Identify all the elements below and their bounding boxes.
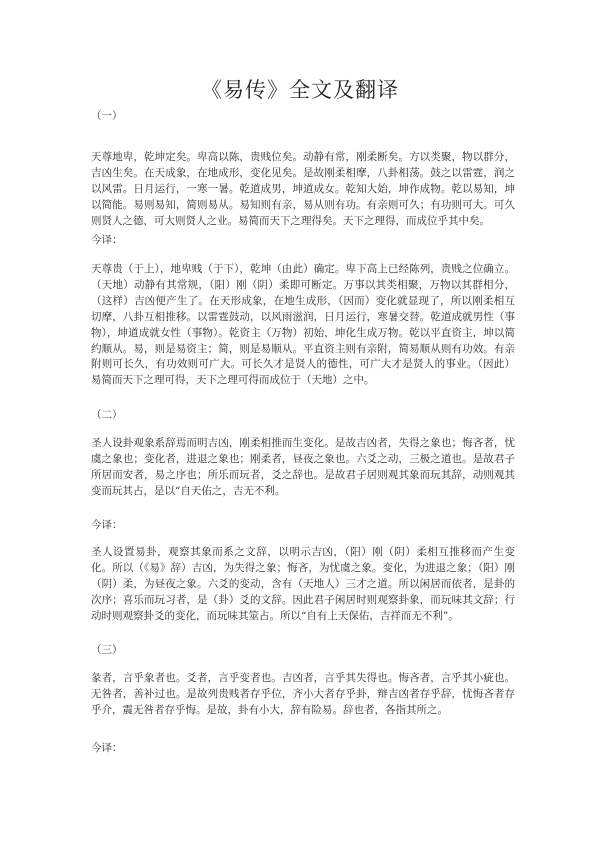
section-1-number: （一） [91,110,123,122]
section-3-translation-label: 今译： [91,742,123,754]
document-title: 《易传》全文及翻译 [201,78,399,102]
section-3-number: （三） [91,644,123,656]
section-1-original-text: 天尊地卑，乾坤定矣。卑高以陈，贵贱位矣。动静有常，刚柔断矣。方以类聚，物以群分，吉凶生矣。在天成象，在地成形，变化见矣。是故刚柔相摩，八卦相荡。鼓之以雷霆，润之以风雷。日月运行，一寒一暑。乾道成男，坤道成女。乾知大始，坤作成物。乾以易知，坤以简能。易则易知，简则易从。易知则有亲，易从则有功。有亲则可久；有功则可大。可久则贤人之德，可大则贤人之业。易简而天下之理得矣。天下之理得，而成位乎其中矣。 [91,151,515,227]
section-2-translation-text: 圣人设置易卦，观察其象而系之文辞，以明示吉凶，（阳）刚（阴）柔相互推移而产生变化。所以（《易》辞）吉凶，为失得之象；悔吝，为忧虞之象。变化，为进退之象；（阳）刚（阴）柔，为昼夜之象。六爻的变动，含有（天地人）三才之道。所以闲居而依者，是卦的次序；喜乐而玩习者，是（卦）爻的文辞。因此君子闲居时则观察卦象，而玩味其文辞；行动时则观察卦爻的变化，而玩味其筮占。所以“自有上天保佑，吉祥而无不利”。 [91,546,515,622]
section-3-original-text: 彖者，言乎象者也。爻者，言乎变者也。吉凶者，言乎其失得也。悔吝者，言乎其小疵也。无咎者，善补过也。是故列贵贱者存乎位，齐小大者存乎卦，辩吉凶者存乎辞，忧悔吝者存乎介，震无咎者存乎悔。是故，卦有小大，辞有险易。辞也者，各指其所之。 [91,672,515,716]
section-1-translation-label: 今译： [91,234,123,246]
section-2-original-text: 圣人设卦观象系辞焉而明吉凶，刚柔相推而生变化。是故吉凶者，失得之象也；悔吝者，忧虞之象也；变化者，进退之象也；刚柔者，昼夜之象也。六爻之动，三极之道也。是故君子所居而安者，易之序也；所乐而玩者，爻之辞也。是故君子居则观其象而玩其辞，动则观其变而玩其占，是以“自天佑之，吉无不利。 [91,437,515,497]
section-2-number: （二） [91,409,123,421]
section-1-translation-text: 天尊贵（于上），地卑贱（于下），乾坤（由此）确定。卑下高上已经陈列，贵贱之位确立。（天地）动静有其常规，（阳）刚（阴）柔即可断定。万事以其类相聚，万物以其群相分，（这样）吉凶便产生了。在天形成象，在地生成形，（因而）变化就显现了，所以刚柔相互切摩，八卦互相推移。以雷霆鼓动，以风雨滋润，日月运行，寒暑交替。乾道成就男性（事物），坤道成就女性（事物）。乾资主（万物）初始，坤化生成万物。乾以平直资主，坤以简约顺从。易，则是易资主；简，则是易顺从。平直资主则有亲附，简易顺从则有功效。有亲附则可长久，有功效则可广大。可长久才是贤人的德性，可广大才是贤人的事业。（因此）易简而天下之理可得，天下之理可得而成位于（天地）之中。 [91,263,515,387]
section-2-translation-label: 今译： [91,519,123,531]
